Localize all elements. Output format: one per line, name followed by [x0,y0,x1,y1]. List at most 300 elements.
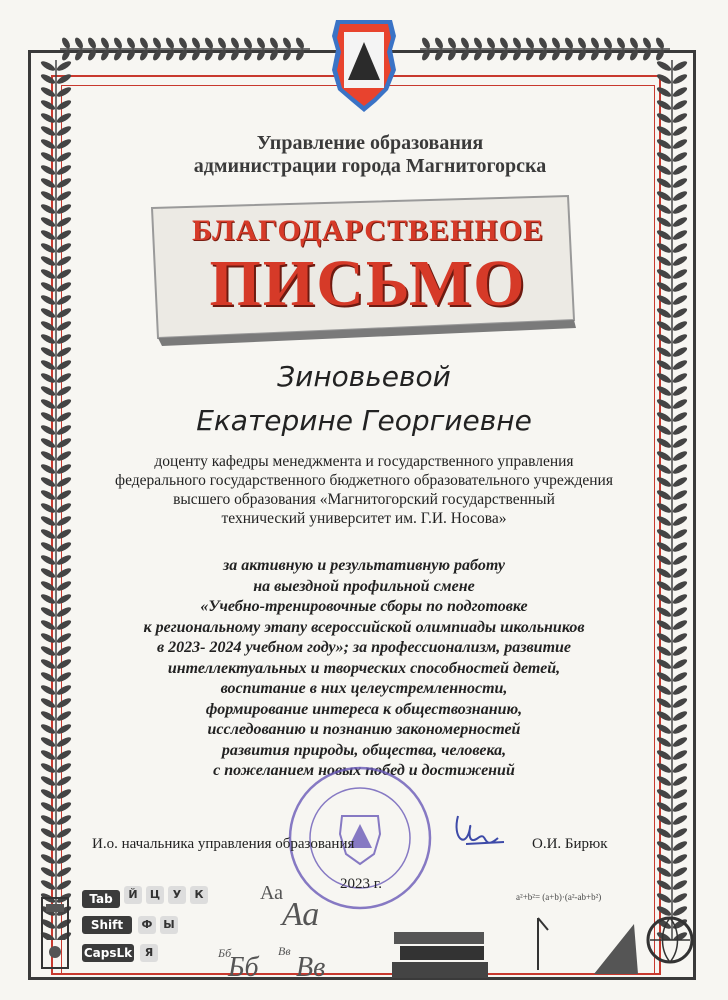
leaf-ornament [40,761,57,774]
leaf-ornament [485,48,496,61]
leaf-ornament [216,48,227,61]
leaf-ornament [656,228,673,241]
leaf-ornament [672,371,689,384]
leaf-ornament [40,631,57,644]
leaf-ornament [56,137,73,150]
leaf-ornament [40,592,57,605]
reason-line: «Учебно-тренировочные сборы по подготовке [200,598,528,615]
math-tools-icon [534,910,694,976]
recipient-surname: Зиновьевой [277,360,451,393]
leaf-ornament [56,189,73,202]
leaf-ornament [672,748,689,761]
leaf-ornament [138,48,149,61]
leaf-ornament [56,358,73,371]
leaf-ornament [99,48,110,61]
reason-line: за активную и результативную работу [223,557,505,574]
leaf-ornament [40,501,57,514]
leaf-ornament [56,150,73,163]
leaf-ornament [656,735,673,748]
leaf-ornament [672,163,689,176]
leaf-ornament [472,48,483,61]
leaf-ornament [73,36,84,49]
leaf-ornament [672,462,689,475]
leaf-ornament [602,36,613,49]
leaf-ornament [672,293,689,306]
leaf-ornament [40,475,57,488]
leaf-ornament [672,696,689,709]
leaf-ornament [56,839,73,852]
organization-line-1: Управление образования [256,132,484,154]
leaf-ornament [656,163,673,176]
leaf-ornament [672,189,689,202]
leaf-ornament [656,852,673,865]
leaf-ornament [56,111,73,124]
leaf-ornament [672,631,689,644]
leaf-ornament [40,254,57,267]
leaf-ornament [56,371,73,384]
leaf-ornament [255,48,266,61]
leaf-ornament [420,48,431,61]
leaf-ornament [656,371,673,384]
leaf-ornament [672,579,689,592]
leaf-ornament [56,423,73,436]
leaf-ornament [125,48,136,61]
reason-line: к региональному этапу всероссийской олимпиады школьников [143,618,585,636]
leaf-ornament [112,48,123,61]
leaf-ornament [602,48,613,61]
leaf-ornament [672,345,689,358]
leaf-ornament [60,36,71,49]
leaf-ornament [86,48,97,61]
leaf-ornament [40,319,57,332]
leaf-ornament [190,36,201,49]
leaf-ornament [459,48,470,61]
key-small: Я [140,944,158,962]
leaf-ornament [40,293,57,306]
leaf-ornament [656,527,673,540]
leaf-ornament [656,124,673,137]
leaf-ornament [177,48,188,61]
leaf-ornament [656,540,673,553]
leaf-ornament [656,761,673,774]
leaf-ornament [56,332,73,345]
leaf-ornament [656,813,673,826]
leaf-ornament [656,553,673,566]
leaf-ornament [40,683,57,696]
leaf-ornament [229,48,240,61]
leaf-ornament [485,36,496,49]
leaf-ornament [40,137,57,150]
leaf-ornament [672,410,689,423]
leaf-ornament [654,36,665,49]
leaf-ornament [656,644,673,657]
leaf-ornament [40,202,57,215]
leaf-ornament [60,48,71,61]
leaf-ornament [498,48,509,61]
leaf-ornament [40,280,57,293]
leaf-ornament [56,410,73,423]
leaf-ornament [563,48,574,61]
leaf-ornament [656,683,673,696]
leaf-ornament [656,605,673,618]
leaf-ornament [40,358,57,371]
leaf-ornament [242,36,253,49]
right-vine-ornament [652,60,692,940]
leaf-ornament [656,358,673,371]
leaf-ornament [40,514,57,527]
leaf-ornament [40,865,57,878]
reason-line: развития природы, общества, человека, [221,741,507,759]
leaf-ornament [672,228,689,241]
leaf-ornament [656,657,673,670]
leaf-ornament [641,48,652,61]
leaf-ornament [656,215,673,228]
leaf-ornament [672,553,689,566]
leaf-ornament [40,371,57,384]
leaf-ornament [56,241,73,254]
leaf-ornament [656,202,673,215]
leaf-ornament [56,176,73,189]
leaf-ornament [56,306,73,319]
leaf-ornament [40,852,57,865]
leaf-ornament [656,592,673,605]
leaf-ornament [446,48,457,61]
leaf-ornament [40,722,57,735]
reason-line: интеллектуальных и творческих способностей детей, [167,659,561,677]
leaf-ornament [672,137,689,150]
leaf-ornament [672,514,689,527]
leaf-ornament [40,449,57,462]
position-line: доценту кафедры менеджмента и государственного управления [154,453,574,470]
leaf-ornament [56,865,73,878]
leaf-ornament [40,618,57,631]
leaf-ornament [40,527,57,540]
leaf-ornament [672,423,689,436]
leaf-ornament [40,657,57,670]
leaf-ornament [672,150,689,163]
recipient-name: Екатерине Георгиевне [196,404,532,437]
leaf-ornament [615,48,626,61]
leaf-ornament [672,826,689,839]
leaf-ornament [550,48,561,61]
leaf-ornament [656,280,673,293]
key-shift: Shift [82,916,132,934]
leaf-ornament [40,709,57,722]
leaf-ornament [672,787,689,800]
leaf-ornament [656,137,673,150]
key-small: К [190,886,208,904]
leaf-ornament [40,241,57,254]
leaf-ornament [524,36,535,49]
leaf-ornament [656,618,673,631]
document-year: 2023 г. [340,876,382,892]
leaf-ornament [672,839,689,852]
leaf-ornament [672,397,689,410]
organization-heading [160,132,580,178]
leaf-ornament [294,36,305,49]
leaf-ornament [56,254,73,267]
leaf-ornament [40,826,57,839]
leaf-ornament [40,488,57,501]
leaf-ornament [656,410,673,423]
leaf-ornament [242,48,253,61]
leaf-ornament [672,657,689,670]
leaf-ornament [40,787,57,800]
leaf-ornament [40,332,57,345]
reason-line: исследованию и познанию закономерностей [207,721,521,738]
leaf-ornament [656,462,673,475]
leaf-ornament [615,36,626,49]
position-line: технический университет им. Г.И. Носова» [221,510,507,527]
leaf-ornament [656,826,673,839]
leaf-ornament [255,36,266,49]
books-icon [384,922,494,982]
leaf-ornament [472,36,483,49]
formula-decor: a²+b²= (a+b)·(a²-ab+b²) [516,892,602,902]
leaf-ornament [56,72,73,85]
leaf-ornament [524,48,535,61]
leaf-ornament [656,150,673,163]
leaf-ornament [656,332,673,345]
leaf-ornament [672,358,689,371]
leaf-ornament [40,397,57,410]
leaf-ornament [40,215,57,228]
leaf-ornament [216,36,227,49]
letter-decor: Аа [282,896,320,933]
leaf-ornament [56,813,73,826]
leaf-ornament [446,36,457,49]
leaf-ornament [73,48,84,61]
leaf-ornament [656,176,673,189]
leaf-ornament [40,384,57,397]
leaf-ornament [420,36,431,49]
leaf-ornament [40,150,57,163]
key-small: Ы [160,916,178,934]
leaf-ornament [656,111,673,124]
leaf-ornament [672,774,689,787]
leaf-ornament [563,36,574,49]
leaf-ornament [656,631,673,644]
leaf-ornament [576,48,587,61]
leaf-ornament [537,48,548,61]
leaf-ornament [672,800,689,813]
leaf-ornament [56,800,73,813]
leaf-ornament [56,267,73,280]
leaf-ornament [56,202,73,215]
leaf-ornament [672,72,689,85]
leaf-ornament [86,36,97,49]
leaf-ornament [40,748,57,761]
leaf-ornament [40,774,57,787]
bottom-decoration [28,882,698,982]
leaf-ornament [656,514,673,527]
leaf-ornament [40,72,57,85]
leaf-ornament [672,384,689,397]
leaf-ornament [40,813,57,826]
leaf-ornament [40,605,57,618]
leaf-ornament [656,384,673,397]
leaf-ornament [656,501,673,514]
leaf-ornament [40,111,57,124]
leaf-ornament [656,748,673,761]
leaf-ornament [99,36,110,49]
leaf-ornament [656,475,673,488]
leaf-ornament [511,36,522,49]
leaf-ornament [268,48,279,61]
leaf-ornament [40,176,57,189]
leaf-ornament [56,215,73,228]
leaf-ornament [672,60,689,73]
leaf-ornament [40,800,57,813]
leaf-ornament [138,36,149,49]
leaf-ornament [40,735,57,748]
letter-decor: Вв [296,952,326,983]
leaf-ornament [56,384,73,397]
leaf-ornament [672,566,689,579]
leaf-ornament [672,215,689,228]
leaf-ornament [56,540,73,553]
leaf-ornament [40,423,57,436]
leaf-ornament [672,436,689,449]
leaf-ornament [433,36,444,49]
reason-line: в 2023- 2024 учебном году»; за профессионализм, развитие [156,639,572,656]
leaf-ornament [40,462,57,475]
leaf-ornament [656,345,673,358]
leaf-ornament [656,670,673,683]
leaf-ornament [433,48,444,61]
leaf-ornament [656,85,673,98]
leaf-ornament [672,306,689,319]
leaf-ornament [672,852,689,865]
leaf-ornament [40,540,57,553]
leaf-ornament [56,293,73,306]
leaf-ornament [40,189,57,202]
leaf-ornament [56,527,73,540]
leaf-ornament [40,124,57,137]
position-line: высшего образования «Магнитогорский государственный [173,491,555,508]
leaf-ornament [40,98,57,111]
signer-role: И.о. начальника управления образования [92,836,355,852]
leaf-ornament [40,306,57,319]
leaf-ornament [672,540,689,553]
key-tab: Tab [82,890,120,908]
leaf-ornament [151,48,162,61]
leaf-ornament [459,36,470,49]
leaf-ornament [654,48,665,61]
leaf-ornament [656,566,673,579]
gratitude-reason [70,556,658,782]
leaf-ornament [672,644,689,657]
leaf-ornament [40,410,57,423]
leaf-ornament [656,449,673,462]
organization-line-2: администрации города Магнитогорска [193,155,547,177]
leaf-ornament [672,202,689,215]
leaf-ornament [40,553,57,566]
leaf-ornament [656,787,673,800]
leaf-ornament [40,60,57,73]
leaf-ornament [177,36,188,49]
leaf-ornament [656,241,673,254]
leaf-ornament [281,48,292,61]
leaf-ornament [40,839,57,852]
leaf-ornament [281,36,292,49]
leaf-ornament [151,36,162,49]
leaf-ornament [656,579,673,592]
leaf-ornament [550,36,561,49]
leaf-ornament [672,527,689,540]
leaf-ornament [672,592,689,605]
leaf-ornament [672,501,689,514]
leaf-ornament [656,423,673,436]
leaf-ornament [656,306,673,319]
leaf-ornament [190,48,201,61]
letter-decor: Аа [260,882,284,904]
title-top: БЛАГОДАРСТВЕННОЕ [192,214,544,247]
title-main: ПИСЬМО [209,247,527,320]
leaf-ornament [672,176,689,189]
leaf-ornament [56,436,73,449]
leaf-ornament [656,865,673,878]
reason-line: воспитание в них целеустремленности, [220,680,508,697]
leaf-ornament [672,280,689,293]
leaf-ornament [656,98,673,111]
leaf-ornament [656,709,673,722]
leaf-ornament [56,826,73,839]
leaf-ornament [672,488,689,501]
key-small: Ф [138,916,156,934]
leaf-ornament [40,579,57,592]
leaf-ornament [203,36,214,49]
leaf-ornament [40,696,57,709]
leaf-ornament [628,48,639,61]
key-capslock: CapsLk [83,946,133,960]
leaf-ornament [672,254,689,267]
leaf-ornament [56,397,73,410]
leaf-ornament [164,36,175,49]
leaf-ornament [56,852,73,865]
leaf-ornament [672,683,689,696]
leaf-ornament [40,566,57,579]
leaf-ornament [672,605,689,618]
leaf-ornament [40,267,57,280]
leaf-ornament [672,709,689,722]
leaf-ornament [672,813,689,826]
leaf-ornament [656,189,673,202]
leaf-ornament [164,48,175,61]
leaf-ornament [56,280,73,293]
signer-name: О.И. Бирюк [532,836,608,852]
leaf-ornament [672,85,689,98]
letter-decor: Бб [228,952,259,983]
leaf-ornament [628,36,639,49]
leaf-ornament [56,319,73,332]
leaf-ornament [56,345,73,358]
leaf-ornament [656,293,673,306]
leaf-ornament [672,124,689,137]
reason-line: с пожеланием новых побед и достижений [213,762,515,779]
leaf-ornament [656,774,673,787]
leaf-ornament [268,36,279,49]
leaf-ornament [56,163,73,176]
leaf-ornament [672,761,689,774]
letter-decor: Вв [278,944,291,958]
leaf-ornament [656,436,673,449]
leaf-ornament [656,254,673,267]
key-small: Ц [146,886,164,904]
leaf-ornament [56,124,73,137]
leaf-ornament [537,36,548,49]
leaf-ornament [672,98,689,111]
